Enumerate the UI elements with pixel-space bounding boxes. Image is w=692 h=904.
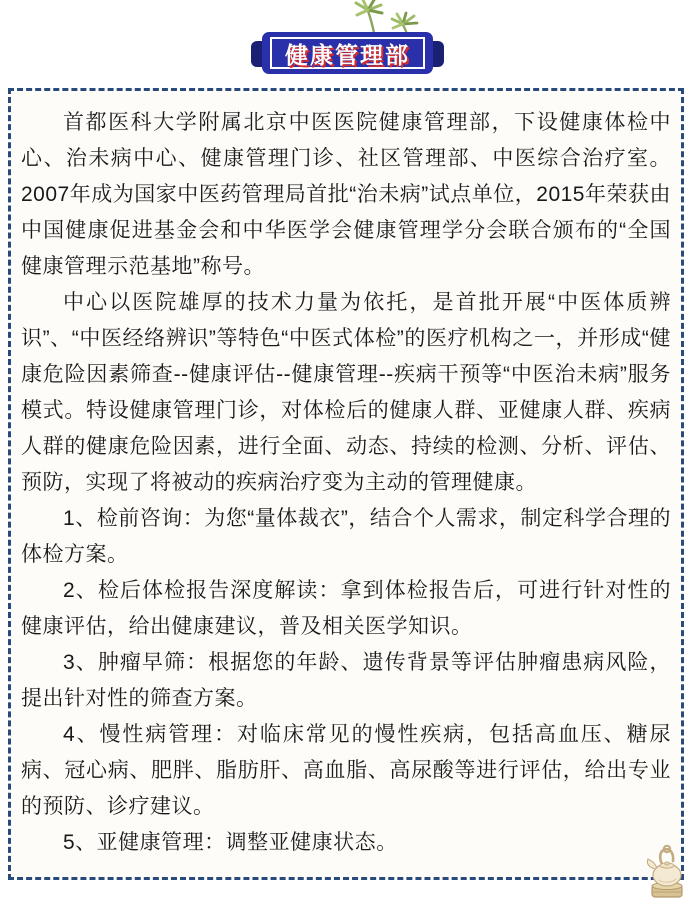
service-item-4: 4、慢性病管理：对临床常见的慢性疾病，包括高血压、糖尿病、冠心病、肥胖、脂肪肝、高血脂、高尿酸等进行评估，给出专业的预防、诊疗建议。 — [21, 723, 671, 818]
content-panel — [8, 88, 684, 880]
center-description-paragraph: 中心以医院雄厚的技术力量为依托，是首批开展“中医体质辨识”、“中医经络辨识”等特色“中医式体检”的医疗机构之一，并形成“健康危险因素筛查--健康评估--健康管理--疾病干预等“中医治未病”服务模式。特设健康管理门诊，对体检后的健康人群、亚健康人群、疾病人群的健康危险因素，进行全面、动态、持续的检测、分析、评估、预防，实现了将被动的疾病治疗变为主动的管理健康。 — [21, 291, 671, 494]
page-title: 健康管理部 — [285, 41, 410, 68]
teapot-stove-icon — [641, 839, 691, 899]
intro-paragraph: 首都医科大学附属北京中医医院健康管理部，下设健康体检中心、治未病中心、健康管理门诊、社区管理部、中医综合治疗室。2007年成为国家中医药管理局首批“治未病”试点单位，2015年荣获由中国健康促进基金会和中华医学会健康管理学分会联合颁布的“全国健康管理示范基地”称号。 — [21, 111, 671, 278]
service-item-1: 1、检前咨询：为您“量体裁衣”，结合个人需求，制定科学合理的体检方案。 — [21, 507, 671, 566]
banner-body — [262, 32, 433, 74]
service-item-5: 5、亚健康管理：调整亚健康状态。 — [63, 831, 398, 854]
service-item-2: 2、检后体检报告深度解读：拿到体检报告后，可进行针对性的健康评估，给出健康建议，普及相关医学知识。 — [21, 579, 671, 638]
banner-inner-frame — [270, 37, 425, 69]
service-item-3: 3、肿瘤早筛：根据您的年龄、遗传背景等评估肿瘤患病风险，提出针对性的筛查方案。 — [21, 651, 671, 710]
department-banner — [262, 32, 433, 74]
